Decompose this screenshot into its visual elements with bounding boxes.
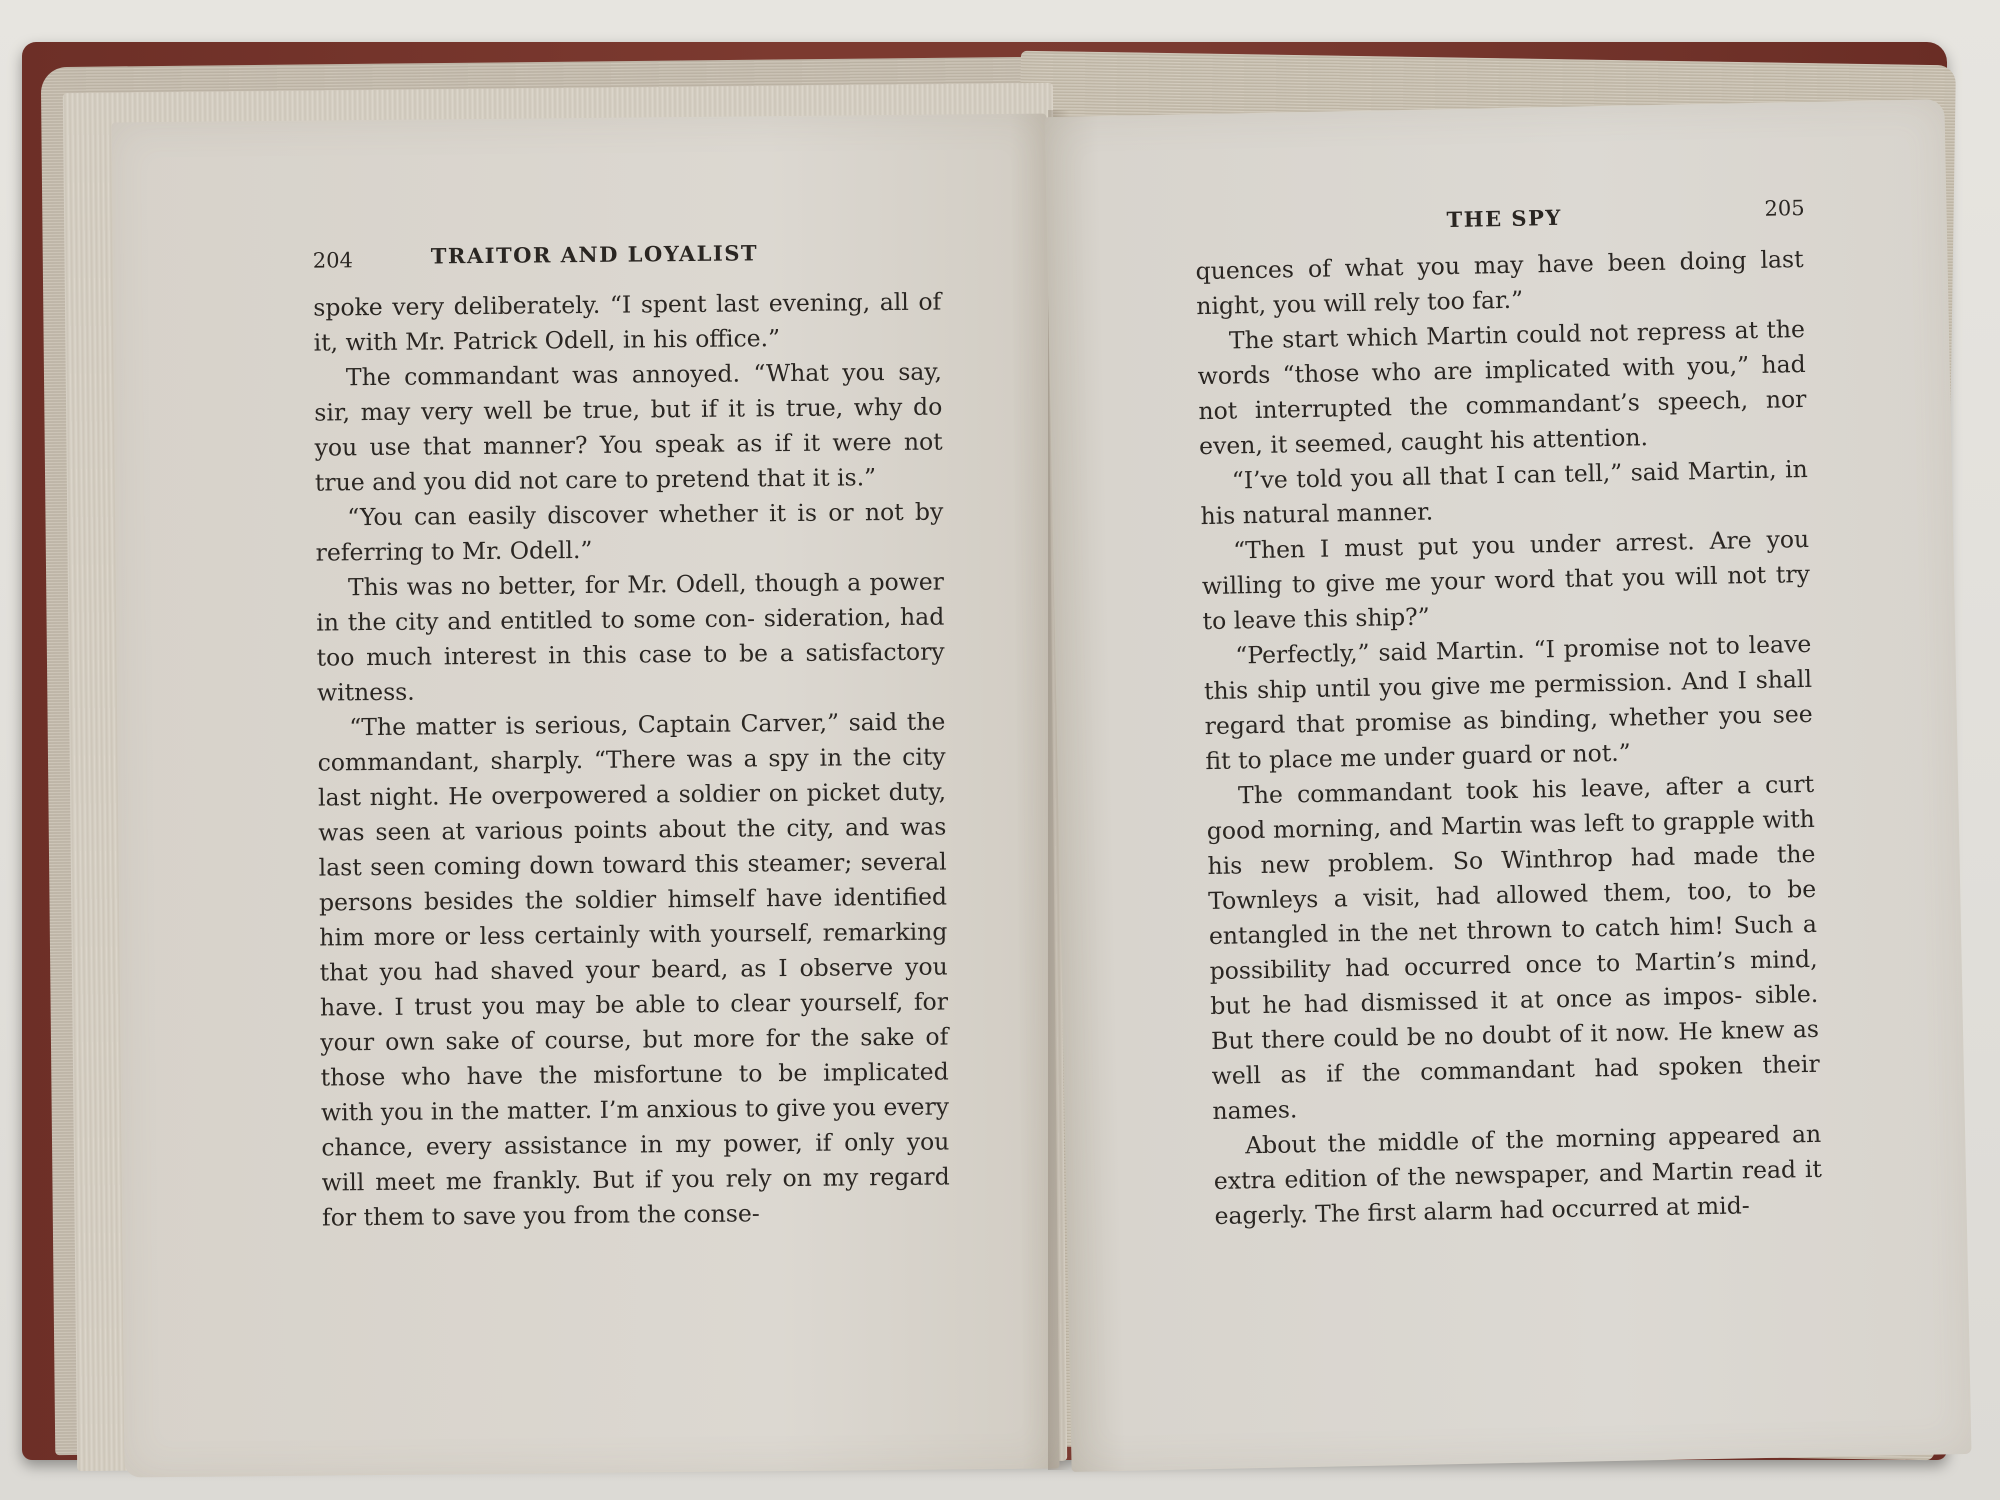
paragraph: The commandant was annoyed. “What you say, sir, may very well be true, but if it is true, why do you use that manner? You speak as if it were not true and you did not care to pretend that it is.” — [314, 357, 943, 497]
paragraph: “You can easily discover whether it is or not by referring to Mr. Odell.” — [315, 497, 944, 567]
paragraph: “Perfectly,” said Martin. “I promise not to leave this ship until you give me permission. And I shall regard that promise as binding, whether you see fit to place me under guard or not.” — [1203, 629, 1813, 776]
paragraph: quences of what you may have been doing last night, you will rely too far.” — [1195, 244, 1804, 321]
paragraph: The commandant took his leave, after a curt good morning, and Martin was left to grapple with his new problem. So Winthrop had made the Townleys a visit, had allowed them, too, to be entangled in the net thrown to catch him! Such a possibility had occurred once to Martin’s mind, but he had dismissed it at once as impos- sible. But there could be no doubt of it now. He knew as well as if the commandant had spoken their names. — [1206, 769, 1820, 1125]
paragraph: About the middle of the morning appeared an extra edition of the newspaper, and Martin read it eagerly. The first alarm had occurred at mid- — [1213, 1119, 1823, 1230]
left-running-head: TRAITOR AND LOYALIST — [430, 240, 759, 269]
left-page-number: 204 — [312, 248, 354, 273]
right-page-number: 205 — [1764, 195, 1805, 221]
paragraph: spoke very deliberately. “I spent last evening, all of it, with Mr. Patrick Odell, in his office.” — [313, 287, 942, 357]
paragraph: The start which Martin could not repress at the words “those who are implicated with you,” had not interrupted the commandant’s speech, nor even, it seemed, caught his attention. — [1197, 314, 1807, 461]
paragraph: “I’ve told you all that I can tell,” said Martin, in his natural manner. — [1200, 454, 1808, 531]
left-page-text — [313, 285, 950, 1236]
right-page — [1044, 99, 1971, 1472]
left-page — [112, 114, 1060, 1478]
paragraph: “Then I must put you under arrest. Are you willing to give me your word that you will not try to leave this ship?” — [1201, 524, 1811, 636]
right-running-head: THE SPY — [1446, 204, 1563, 233]
right-page-text — [1195, 242, 1823, 1234]
paragraph: “The matter is serious, Captain Carver,” said the commandant, sharply. “There was a spy in the city last night. He overpowered a soldier on picket duty, was seen at various points about the city, and was last seen coming down toward this steamer; several persons besides the soldier himself have identified him more or less certainly with yourself, remarking that you had shaved your beard, as I observe you have. I trust you may be able to clear yourself, for your own sake of course, but more for the sake of those who have the misfortune to be implicated with you in the matter. I’m anxious to give you every chance, every assistance in my power, if only you will meet me frankly. But if you rely on my regard for them to save you from the conse- — [317, 707, 950, 1232]
paragraph: This was no better, for Mr. Odell, though a power in the city and entitled to some con- sideration, had too much interest in this case to be a satisfactory witness. — [316, 567, 945, 707]
